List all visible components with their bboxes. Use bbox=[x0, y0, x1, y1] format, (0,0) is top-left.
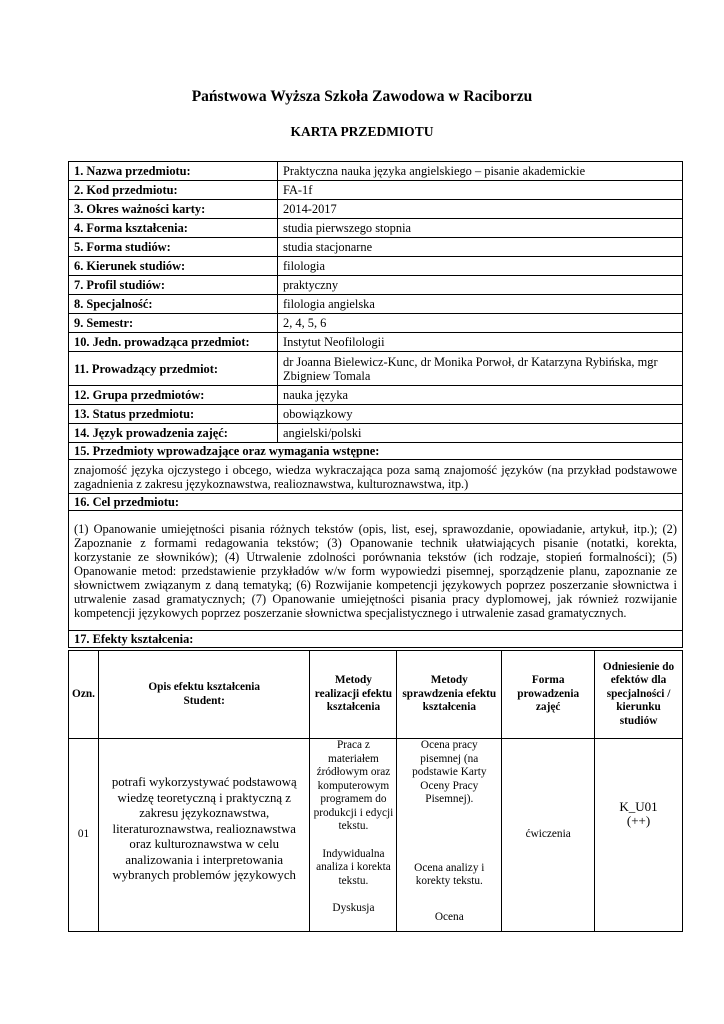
effect-row bbox=[69, 739, 683, 932]
goal-heading: 16. Cel przedmiotu: bbox=[69, 494, 683, 511]
field-value: studia pierwszego stopnia bbox=[278, 219, 683, 238]
effects-heading: 17. Efekty kształcenia: bbox=[69, 631, 683, 648]
effect-methods-verification bbox=[397, 739, 502, 932]
document-title: KARTA PRZEDMIOTU bbox=[290, 124, 434, 139]
col-header-odniesienie: Odniesienie do efektów dla specjalności / kierunku studiów bbox=[595, 651, 683, 739]
field-row bbox=[69, 386, 683, 405]
field-value: FA-1f bbox=[278, 181, 683, 200]
realization-method: Praca z materiałem źródłowym oraz komputerowym programem do produkcji i edycji tekstu. bbox=[313, 739, 394, 832]
field-value: studia stacjonarne bbox=[278, 238, 683, 257]
col-header-forma: Forma prowadzenia zajęć bbox=[502, 651, 595, 739]
field-row bbox=[69, 314, 683, 333]
effect-description: potrafi wykorzystywać podstawową wiedzę teoretyczną i praktyczną z zakresu językoznawstwa, literaturoznawstwa, realioznawstwa oraz kulturoznawstwa w celu analizowania i interpretowania wybranych problemów językowych bbox=[111, 775, 297, 882]
field-label: 7. Profil studiów: bbox=[69, 276, 278, 295]
field-label: 9. Semestr: bbox=[69, 314, 278, 333]
prereq-heading: 15. Przedmioty wprowadzające oraz wymagania wstępne: bbox=[69, 443, 683, 460]
field-row bbox=[69, 181, 683, 200]
verification-method: Ocena bbox=[434, 910, 464, 923]
effect-reference-code: K_U01 bbox=[619, 799, 658, 814]
prereq-text-row bbox=[69, 460, 683, 494]
field-value: angielski/polski bbox=[278, 424, 683, 443]
field-label: 11. Prowadzący przedmiot: bbox=[69, 352, 278, 386]
col-header-opis-title: Opis efektu kształcenia bbox=[148, 681, 261, 693]
field-label: 8. Specjalność: bbox=[69, 295, 278, 314]
col-header-metody-realizacji: Metody realizacji efektu kształcenia bbox=[310, 651, 397, 739]
effect-reference-cell bbox=[595, 739, 683, 932]
col-header-opis bbox=[98, 651, 309, 739]
field-value: 2014-2017 bbox=[278, 200, 683, 219]
field-row bbox=[69, 295, 683, 314]
realization-method: Dyskusja bbox=[332, 902, 375, 914]
field-label: 13. Status przedmiotu: bbox=[69, 405, 278, 424]
field-value: nauka języka bbox=[278, 386, 683, 405]
effect-methods-realization bbox=[310, 739, 397, 932]
field-label: 4. Forma kształcenia: bbox=[69, 219, 278, 238]
field-row bbox=[69, 424, 683, 443]
field-value: Instytut Neofilologii bbox=[278, 333, 683, 352]
col-header-ozn: Ozn. bbox=[69, 651, 99, 739]
field-row bbox=[69, 162, 683, 181]
field-label: 12. Grupa przedmiotów: bbox=[69, 386, 278, 405]
learning-effects-table bbox=[68, 650, 683, 932]
field-row bbox=[69, 257, 683, 276]
prereq-heading-row bbox=[69, 443, 683, 460]
institution-title: Państwowa Wyższa Szkoła Zawodowa w Raciborzu bbox=[191, 88, 533, 105]
effect-description-cell bbox=[98, 739, 309, 932]
prereq-text: znajomość języka ojczystego i obcego, wiedza wykraczająca poza samą znajomość języków (na przykład podstawowe zagadnienia z zakresu językoznawstwa, realioznawstwa, kulturoznawstwa, itp.) bbox=[69, 460, 683, 494]
effect-form: ćwiczenia bbox=[502, 739, 595, 932]
field-value: Praktyczna nauka języka angielskiego – pisanie akademickie bbox=[278, 162, 683, 181]
realization-method: Indywidualna analiza i korekta tekstu. bbox=[316, 847, 391, 887]
field-row bbox=[69, 200, 683, 219]
field-label: 3. Okres ważności karty: bbox=[69, 200, 278, 219]
field-value: filologia bbox=[278, 257, 683, 276]
field-value: praktyczny bbox=[278, 276, 683, 295]
field-label: 2. Kod przedmiotu: bbox=[69, 181, 278, 200]
field-value: dr Joanna Bielewicz-Kunc, dr Monika Porwoł, dr Katarzyna Rybińska, mgr Zbigniew Tomala bbox=[278, 352, 683, 386]
field-row bbox=[69, 219, 683, 238]
field-label: 14. Język prowadzenia zajęć: bbox=[69, 424, 278, 443]
goal-text: (1) Opanowanie umiejętności pisania różnych tekstów (opis, list, esej, sprawozdanie, opowiadanie, artykuł, itp.); (2) Zapoznanie z formami redagowania tekstów; (3) Opanowanie technik ułatwiających pisanie (notatki, korekta, korzystanie ze słowników); (4) Utrwalenie zdolności porównania tekstów (ich rodzaje, stopień formalności); (5) Opanowanie metod: przedstawienie przykładów w/w form wypowiedzi pisemnej, sporządzenie planu, zapoznanie ze słownictwem związanym z daną tematyką; (6) Rozwijanie kompetencji językowych poprzez poszerzanie słownictwa i utrwalenie zasad gramatycznych; (7) Opanowanie umiejętności pisania pracy dyplomowej, jak również rozwijanie kompetencji językowych poprzez poszerzanie słownictwa specjalistycznego i utrwalenie zasad gramatycznych. bbox=[69, 511, 683, 631]
effects-heading-row bbox=[69, 631, 683, 648]
field-row bbox=[69, 238, 683, 257]
field-label: 5. Forma studiów: bbox=[69, 238, 278, 257]
field-row bbox=[69, 405, 683, 424]
col-header-metody-sprawdzenia: Metody sprawdzenia efektu kształcenia bbox=[397, 651, 502, 739]
field-row bbox=[69, 352, 683, 386]
verification-method: Ocena analizy i korekty tekstu. bbox=[414, 861, 485, 887]
effect-reference-level: (++) bbox=[626, 813, 651, 828]
field-value: obowiązkowy bbox=[278, 405, 683, 424]
field-value: filologia angielska bbox=[278, 295, 683, 314]
course-info-table bbox=[68, 161, 683, 648]
field-row bbox=[69, 276, 683, 295]
col-header-opis-sub: Student: bbox=[183, 694, 225, 707]
effect-ozn: 01 bbox=[69, 739, 99, 932]
effects-header-row bbox=[69, 651, 683, 739]
field-label: 1. Nazwa przedmiotu: bbox=[69, 162, 278, 181]
verification-method: Ocena pracy pisemnej (na podstawie Karty Oceny Pracy Pisemnej). bbox=[412, 739, 487, 805]
goal-heading-row bbox=[69, 494, 683, 511]
field-label: 6. Kierunek studiów: bbox=[69, 257, 278, 276]
field-row bbox=[69, 333, 683, 352]
goal-text-row bbox=[69, 511, 683, 631]
field-value: 2, 4, 5, 6 bbox=[278, 314, 683, 333]
field-label: 10. Jedn. prowadząca przedmiot: bbox=[69, 333, 278, 352]
